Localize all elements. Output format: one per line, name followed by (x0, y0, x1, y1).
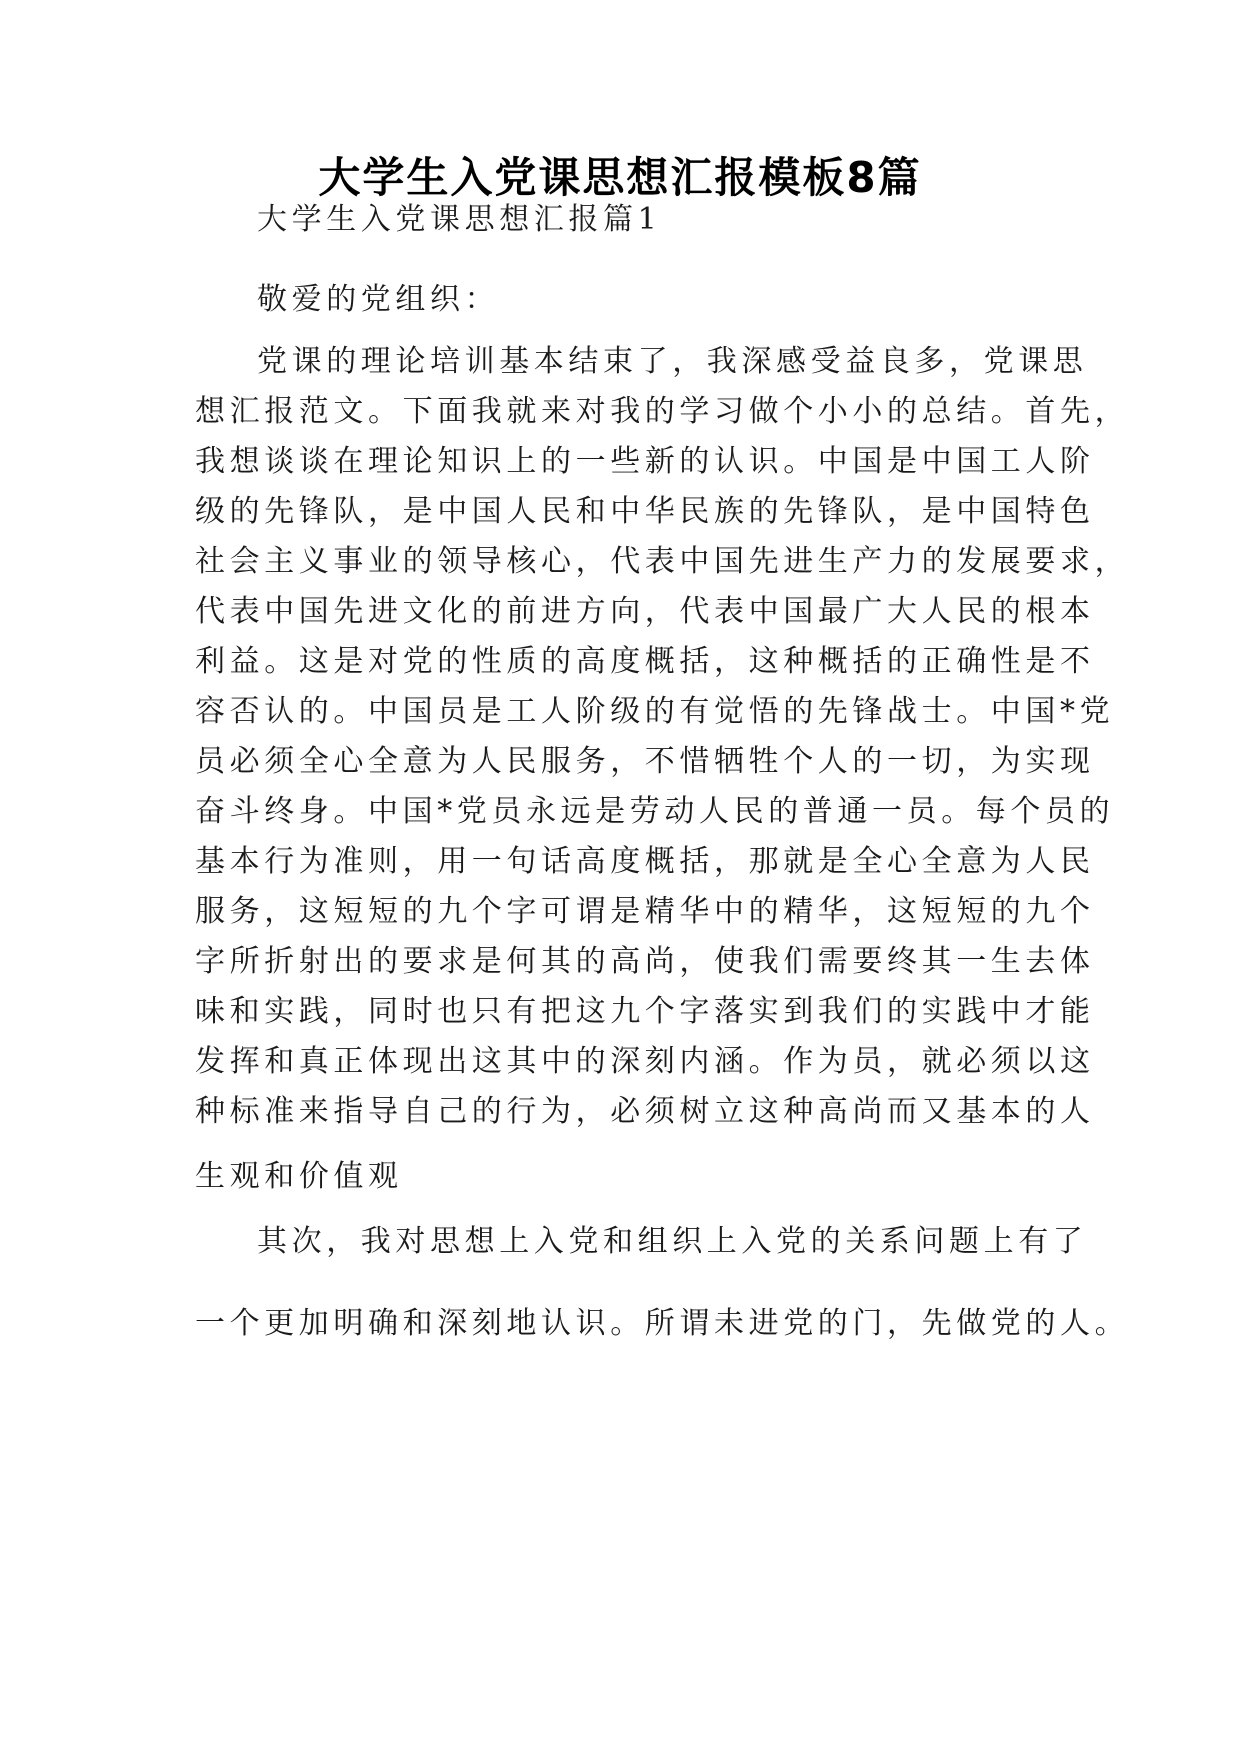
body-line: 社会主义事业的领导核心，代表中国先进生产力的发展要求， (195, 544, 1130, 579)
body-line: 服务，这短短的九个字可谓是精华中的精华，这短短的九个 (195, 894, 1095, 929)
body-line: 种标准来指导自己的行为，必须树立这种高尚而又基本的人 (195, 1094, 1095, 1129)
body-line: 级的先锋队，是中国人民和中华民族的先锋队，是中国特色 (195, 494, 1095, 529)
body-line: 发挥和真正体现出这其中的深刻内涵。作为员，就必须以这 (195, 1044, 1095, 1079)
document-title: 大学生入党课思想汇报模板8篇 (318, 153, 922, 202)
body-line: 利益。这是对党的性质的高度概括，这种概括的正确性是不 (195, 644, 1095, 679)
body-line: 代表中国先进文化的前进方向，代表中国最广大人民的根本 (195, 594, 1095, 629)
body-line: 一个更加明确和深刻地认识。所谓未进党的门，先做党的人。 (195, 1306, 1130, 1341)
body-line: 想汇报范文。下面我就来对我的学习做个小小的总结。首先， (195, 394, 1130, 429)
body-line: 字所折射出的要求是何其的高尚，使我们需要终其一生去体 (195, 944, 1095, 979)
body-line: 生观和价值观 (195, 1159, 403, 1194)
body-line: 其次，我对思想上入党和组织上入党的关系问题上有了 (257, 1224, 1088, 1259)
body-line: 基本行为准则，用一句话高度概括，那就是全心全意为人民 (195, 844, 1095, 879)
body-line: 员必须全心全意为人民服务，不惜牺牲个人的一切，为实现 (195, 744, 1095, 779)
body-line: 容否认的。中国员是工人阶级的有觉悟的先锋战士。中国*党 (195, 694, 1115, 729)
body-line: 党课的理论培训基本结束了，我深感受益良多，党课思 (257, 344, 1088, 379)
body-line: 我想谈谈在理论知识上的一些新的认识。中国是中国工人阶 (195, 444, 1095, 479)
body-line: 奋斗终身。中国*党员永远是劳动人民的普通一员。每个员的 (195, 794, 1115, 829)
section-heading: 大学生入党课思想汇报篇1 (257, 202, 662, 237)
body-line: 味和实践，同时也只有把这九个字落实到我们的实践中才能 (195, 994, 1095, 1029)
salutation: 敬爱的党组织： (257, 282, 500, 317)
